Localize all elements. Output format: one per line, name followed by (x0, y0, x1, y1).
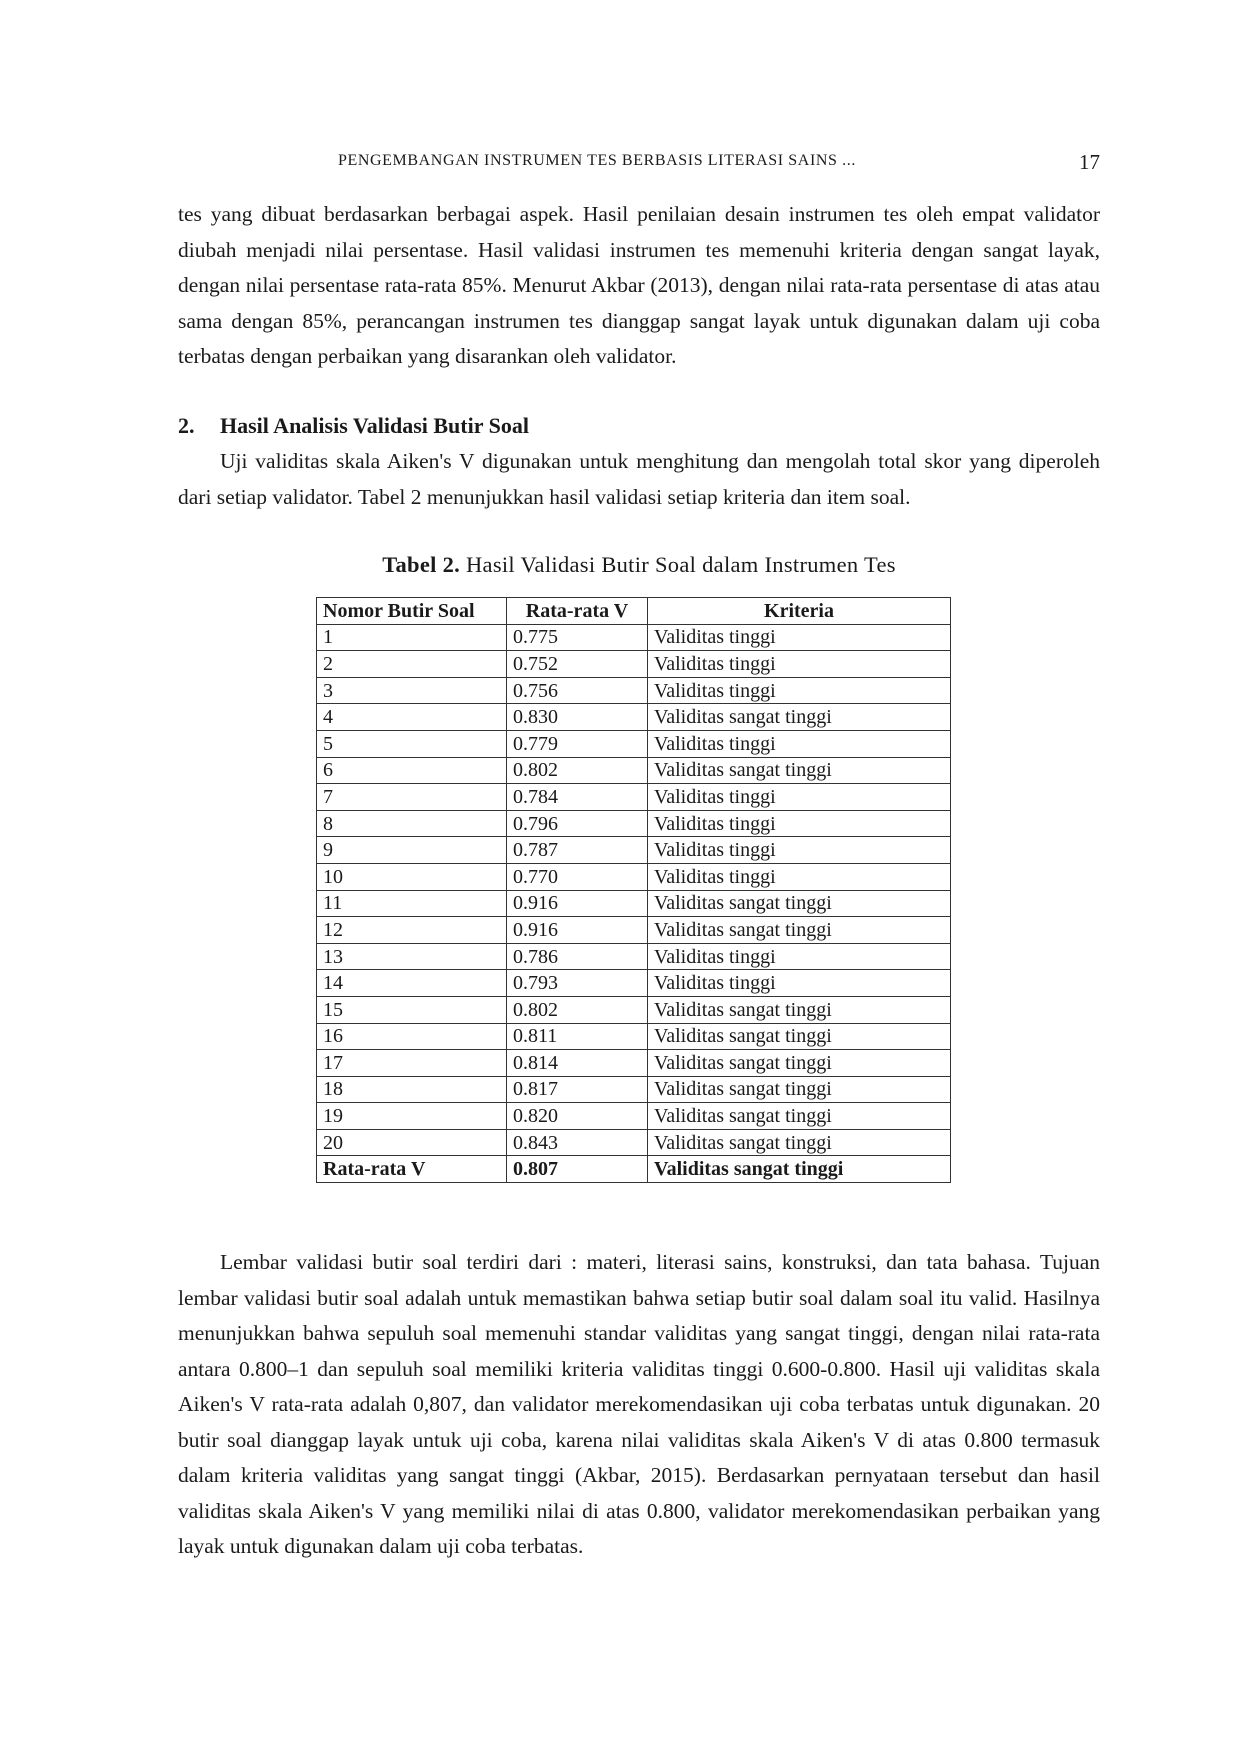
table-row (317, 810, 951, 837)
cell-average-v: 0.843 (507, 1129, 648, 1156)
cell-average-v: 0.916 (507, 917, 648, 944)
cell-criteria: Validitas sangat tinggi (648, 757, 951, 784)
cell-item-number: 18 (317, 1076, 507, 1103)
table-body (317, 624, 951, 1156)
summary-label: Rata-rata V (317, 1156, 507, 1183)
cell-criteria: Validitas sangat tinggi (648, 890, 951, 917)
body-paragraph-1: tes yang dibuat berdasarkan berbagai aspek. Hasil penilaian desain instrumen tes oleh empat validator diubah menjadi nilai persentase. Hasil validasi instrumen tes memenuhi kriteria dengan sangat layak, dengan nilai persentase rata-rata 85%. Menurut Akbar (2013), dengan nilai rata-rata persentase di atas atau sama dengan 85%, perancangan instrumen tes dianggap sangat layak untuk digunakan dalam uji coba terbatas dengan perbaikan yang disarankan oleh validator. (178, 202, 1100, 368)
table-row (317, 730, 951, 757)
body-paragraph-3: Lembar validasi butir soal terdiri dari : materi, literasi sains, konstruksi, dan tata bahasa. Tujuan lembar validasi butir soal adalah untuk memastikan bahwa setiap butir soal dalam soal itu valid. Hasilnya menunjukkan bahwa sepuluh soal memenuhi standar validitas yang sangat tinggi, dengan nilai rata-rata antara 0.800–1 dan sepuluh soal memiliki kriteria validitas tinggi 0.600-0.800. Hasil uji validitas skala Aiken's V rata-rata adalah 0,807, dan validator merekomendasikan uji coba terbatas untuk digunakan. 20 butir soal dianggap layak untuk uji coba, karena nilai validitas skala Aiken's V di atas 0.800 termasuk dalam kriteria validitas yang sangat tinggi (Akbar, 2015). Berdasarkan pernyataan tersebut dan hasil validitas skala Aiken's V yang memiliki nilai di atas 0.800, validator merekomendasikan perbaikan yang layak untuk digunakan dalam uji coba terbatas. (178, 1250, 1100, 1558)
table-row (317, 651, 951, 678)
cell-criteria: Validitas tinggi (648, 624, 951, 651)
table-row (317, 917, 951, 944)
cell-criteria: Validitas sangat tinggi (648, 1129, 951, 1156)
table-row (317, 757, 951, 784)
section-title: Hasil Analisis Validasi Butir Soal (220, 413, 529, 438)
cell-average-v: 0.786 (507, 943, 648, 970)
table-row (317, 624, 951, 651)
table-row (317, 1129, 951, 1156)
cell-average-v: 0.796 (507, 810, 648, 837)
summary-average-v: 0.807 (507, 1156, 648, 1183)
cell-item-number: 10 (317, 863, 507, 890)
cell-average-v: 0.787 (507, 837, 648, 864)
table-row (317, 1076, 951, 1103)
cell-criteria: Validitas tinggi (648, 730, 951, 757)
cell-average-v: 0.817 (507, 1076, 648, 1103)
validation-table (316, 597, 951, 1183)
cell-criteria: Validitas tinggi (648, 837, 951, 864)
table-row (317, 677, 951, 704)
cell-item-number: 3 (317, 677, 507, 704)
cell-average-v: 0.784 (507, 784, 648, 811)
running-title: PENGEMBANGAN INSTRUMEN TES BERBASIS LITERASI SAINS ... (338, 152, 856, 169)
cell-criteria: Validitas tinggi (648, 810, 951, 837)
cell-criteria: Validitas sangat tinggi (648, 996, 951, 1023)
cell-criteria: Validitas sangat tinggi (648, 1023, 951, 1050)
cell-criteria: Validitas tinggi (648, 943, 951, 970)
cell-item-number: 5 (317, 730, 507, 757)
cell-item-number: 20 (317, 1129, 507, 1156)
cell-item-number: 13 (317, 943, 507, 970)
table-row (317, 970, 951, 997)
cell-criteria: Validitas tinggi (648, 651, 951, 678)
cell-criteria: Validitas tinggi (648, 863, 951, 890)
table-summary-row (317, 1156, 951, 1183)
cell-item-number: 12 (317, 917, 507, 944)
cell-average-v: 0.752 (507, 651, 648, 678)
cell-average-v: 0.802 (507, 757, 648, 784)
table-row (317, 784, 951, 811)
cell-item-number: 9 (317, 837, 507, 864)
section-heading (178, 413, 529, 439)
section-number: 2. (178, 413, 195, 438)
table-caption (178, 552, 1100, 578)
cell-average-v: 0.811 (507, 1023, 648, 1050)
cell-criteria: Validitas sangat tinggi (648, 917, 951, 944)
table-caption-label: Tabel 2. (382, 552, 461, 577)
body-paragraph-2: Uji validitas skala Aiken's V digunakan untuk menghitung dan mengolah total skor yang diperoleh dari setiap validator. Tabel 2 menunjukkan hasil validasi setiap kriteria dan item soal. (178, 449, 1100, 509)
cell-item-number: 8 (317, 810, 507, 837)
running-header (178, 150, 1100, 180)
cell-average-v: 0.820 (507, 1103, 648, 1130)
cell-item-number: 15 (317, 996, 507, 1023)
cell-item-number: 14 (317, 970, 507, 997)
cell-criteria: Validitas tinggi (648, 677, 951, 704)
cell-criteria: Validitas tinggi (648, 784, 951, 811)
summary-criteria: Validitas sangat tinggi (648, 1156, 951, 1183)
table-caption-text: Hasil Validasi Butir Soal dalam Instrumen Tes (460, 552, 896, 577)
cell-criteria: Validitas sangat tinggi (648, 1050, 951, 1077)
cell-average-v: 0.779 (507, 730, 648, 757)
cell-criteria: Validitas tinggi (648, 970, 951, 997)
cell-item-number: 17 (317, 1050, 507, 1077)
cell-average-v: 0.802 (507, 996, 648, 1023)
table-row (317, 996, 951, 1023)
column-header-item-number: Nomor Butir Soal (317, 598, 507, 625)
table-header-row (317, 598, 951, 625)
cell-average-v: 0.793 (507, 970, 648, 997)
cell-item-number: 19 (317, 1103, 507, 1130)
table-row (317, 890, 951, 917)
cell-criteria: Validitas sangat tinggi (648, 1076, 951, 1103)
table-row (317, 837, 951, 864)
column-header-criteria: Kriteria (648, 598, 951, 625)
table-row (317, 943, 951, 970)
table-row (317, 863, 951, 890)
cell-criteria: Validitas sangat tinggi (648, 704, 951, 731)
cell-item-number: 4 (317, 704, 507, 731)
cell-average-v: 0.756 (507, 677, 648, 704)
table-row (317, 1023, 951, 1050)
cell-average-v: 0.814 (507, 1050, 648, 1077)
table-row (317, 1103, 951, 1130)
cell-average-v: 0.916 (507, 890, 648, 917)
cell-item-number: 2 (317, 651, 507, 678)
cell-item-number: 16 (317, 1023, 507, 1050)
cell-average-v: 0.830 (507, 704, 648, 731)
cell-criteria: Validitas sangat tinggi (648, 1103, 951, 1130)
cell-item-number: 11 (317, 890, 507, 917)
cell-item-number: 6 (317, 757, 507, 784)
cell-item-number: 1 (317, 624, 507, 651)
cell-average-v: 0.775 (507, 624, 648, 651)
page-number: 17 (1079, 150, 1100, 174)
cell-average-v: 0.770 (507, 863, 648, 890)
column-header-average-v: Rata-rata V (507, 598, 648, 625)
cell-item-number: 7 (317, 784, 507, 811)
table-row (317, 1050, 951, 1077)
table-row (317, 704, 951, 731)
